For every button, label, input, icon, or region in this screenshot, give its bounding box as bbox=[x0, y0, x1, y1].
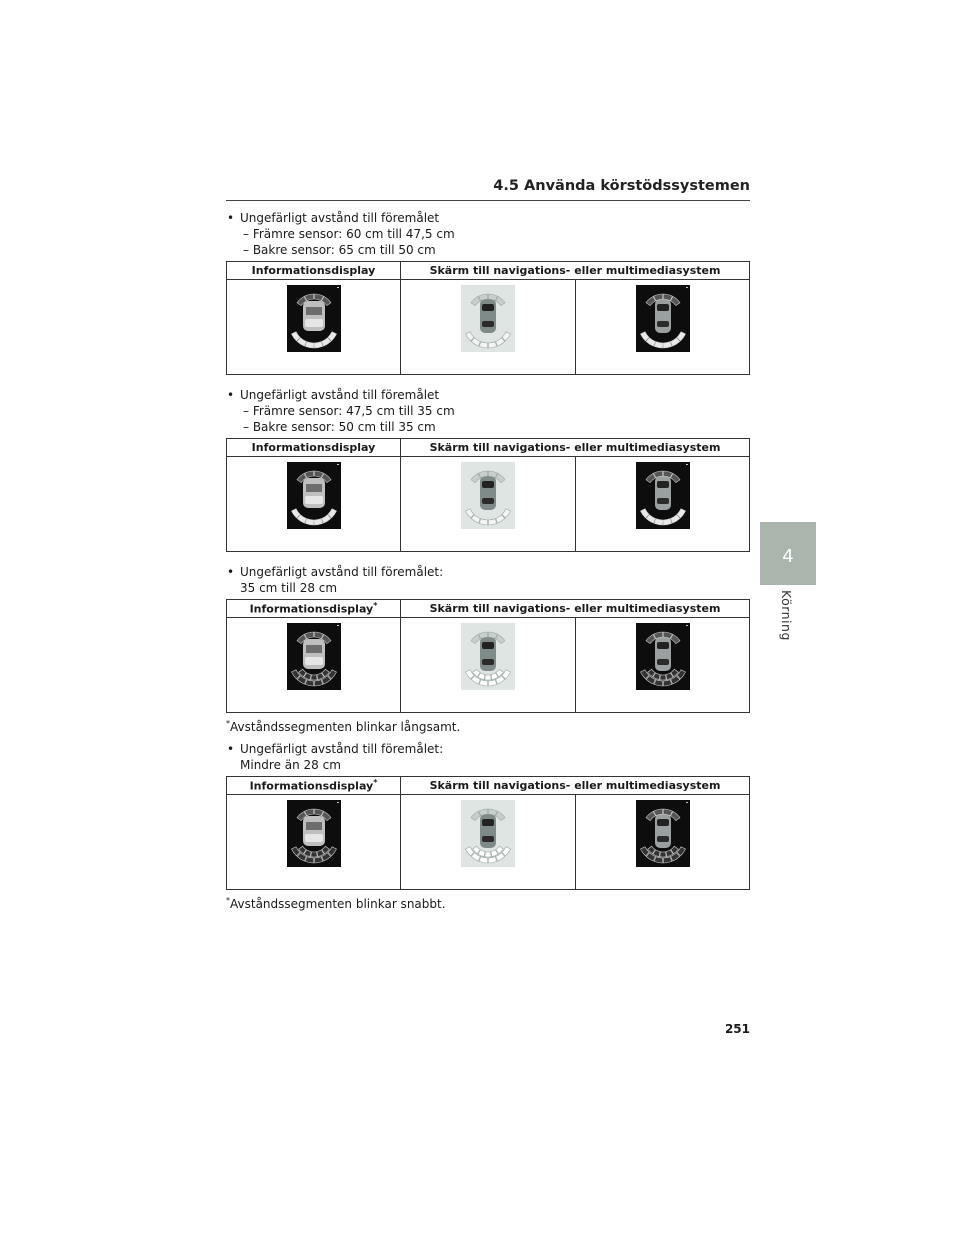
section-4 bbox=[226, 741, 750, 912]
nav-display-image bbox=[461, 462, 515, 532]
footnote-mark: * bbox=[373, 601, 378, 611]
col-header-nav: Skärm till navigations- eller multimediasystem bbox=[401, 600, 750, 618]
bullet-text: Ungefärligt avstånd till föremålet bbox=[240, 388, 440, 402]
info-display-image bbox=[287, 623, 341, 693]
bullet-text: Ungefärligt avstånd till föremålet: bbox=[240, 742, 444, 756]
detail-line: Mindre än 28 cm bbox=[240, 758, 341, 772]
nav-cell bbox=[576, 618, 750, 713]
chapter-label: Körning bbox=[779, 590, 794, 641]
nav-display-image bbox=[461, 623, 515, 693]
bullet-text: Ungefärligt avstånd till föremålet: bbox=[240, 565, 444, 579]
col-header-nav: Skärm till navigations- eller multimediasystem bbox=[401, 777, 750, 795]
bullet-text: Ungefärligt avstånd till föremålet bbox=[240, 211, 440, 225]
bullet-dot: • bbox=[227, 742, 235, 756]
footnote-mark: * bbox=[226, 896, 230, 905]
detail-line: – Bakre sensor: 50 cm till 35 cm bbox=[243, 420, 436, 434]
info-display-image bbox=[287, 462, 341, 532]
footnote bbox=[226, 893, 750, 912]
nav-display-image bbox=[636, 462, 690, 532]
nav-cell bbox=[401, 795, 576, 890]
nav-cell bbox=[576, 457, 750, 552]
footnote-mark: * bbox=[226, 719, 230, 728]
col-header-nav: Skärm till navigations- eller multimediasystem bbox=[401, 439, 750, 457]
sensor-table bbox=[226, 776, 750, 890]
nav-display-image bbox=[636, 623, 690, 693]
bullet-item bbox=[226, 387, 750, 403]
page-number: 251 bbox=[724, 1022, 750, 1036]
section-3 bbox=[226, 564, 750, 735]
sensor-table bbox=[226, 599, 750, 713]
display-cell bbox=[227, 457, 401, 552]
bullet-dot: • bbox=[227, 388, 235, 402]
nav-cell bbox=[401, 280, 576, 375]
sensor-table bbox=[226, 261, 750, 375]
nav-cell bbox=[576, 280, 750, 375]
header-text: Informationsdisplay bbox=[249, 602, 374, 616]
chapter-number: 4 bbox=[782, 546, 794, 567]
bullet-item bbox=[226, 210, 750, 226]
footnote-text: Avståndssegmenten blinkar snabbt. bbox=[230, 897, 446, 911]
nav-cell bbox=[401, 457, 576, 552]
nav-display-image bbox=[461, 285, 515, 355]
col-header-info bbox=[227, 777, 401, 795]
detail-line: 35 cm till 28 cm bbox=[240, 581, 338, 595]
nav-display-image bbox=[636, 285, 690, 355]
detail-line: – Främre sensor: 47,5 cm till 35 cm bbox=[243, 404, 455, 418]
col-header-info bbox=[227, 600, 401, 618]
bullet-dot: • bbox=[227, 565, 235, 579]
bullet-item bbox=[226, 741, 750, 757]
display-cell bbox=[227, 795, 401, 890]
page-header: 4.5 Använda körstödssystemen bbox=[226, 178, 750, 201]
section-2 bbox=[226, 387, 750, 552]
detail-line: – Främre sensor: 60 cm till 47,5 cm bbox=[243, 227, 455, 241]
col-header-nav: Skärm till navigations- eller multimediasystem bbox=[401, 262, 750, 280]
footnote bbox=[226, 716, 750, 735]
col-header-info: Informationsdisplay bbox=[227, 439, 401, 457]
nav-cell bbox=[576, 795, 750, 890]
sensor-table bbox=[226, 438, 750, 552]
bullet-item bbox=[226, 564, 750, 580]
nav-display-image bbox=[461, 800, 515, 870]
display-cell bbox=[227, 280, 401, 375]
nav-cell bbox=[401, 618, 576, 713]
header-text: Informationsdisplay bbox=[249, 779, 374, 793]
info-display-image bbox=[287, 800, 341, 870]
section-1 bbox=[226, 210, 750, 375]
footnote-mark: * bbox=[373, 778, 378, 788]
detail-line: – Bakre sensor: 65 cm till 50 cm bbox=[243, 243, 436, 257]
bullet-dot: • bbox=[227, 211, 235, 225]
nav-display-image bbox=[636, 800, 690, 870]
col-header-info: Informationsdisplay bbox=[227, 262, 401, 280]
info-display-image bbox=[287, 285, 341, 355]
footnote-text: Avståndssegmenten blinkar långsamt. bbox=[230, 720, 461, 734]
display-cell bbox=[227, 618, 401, 713]
